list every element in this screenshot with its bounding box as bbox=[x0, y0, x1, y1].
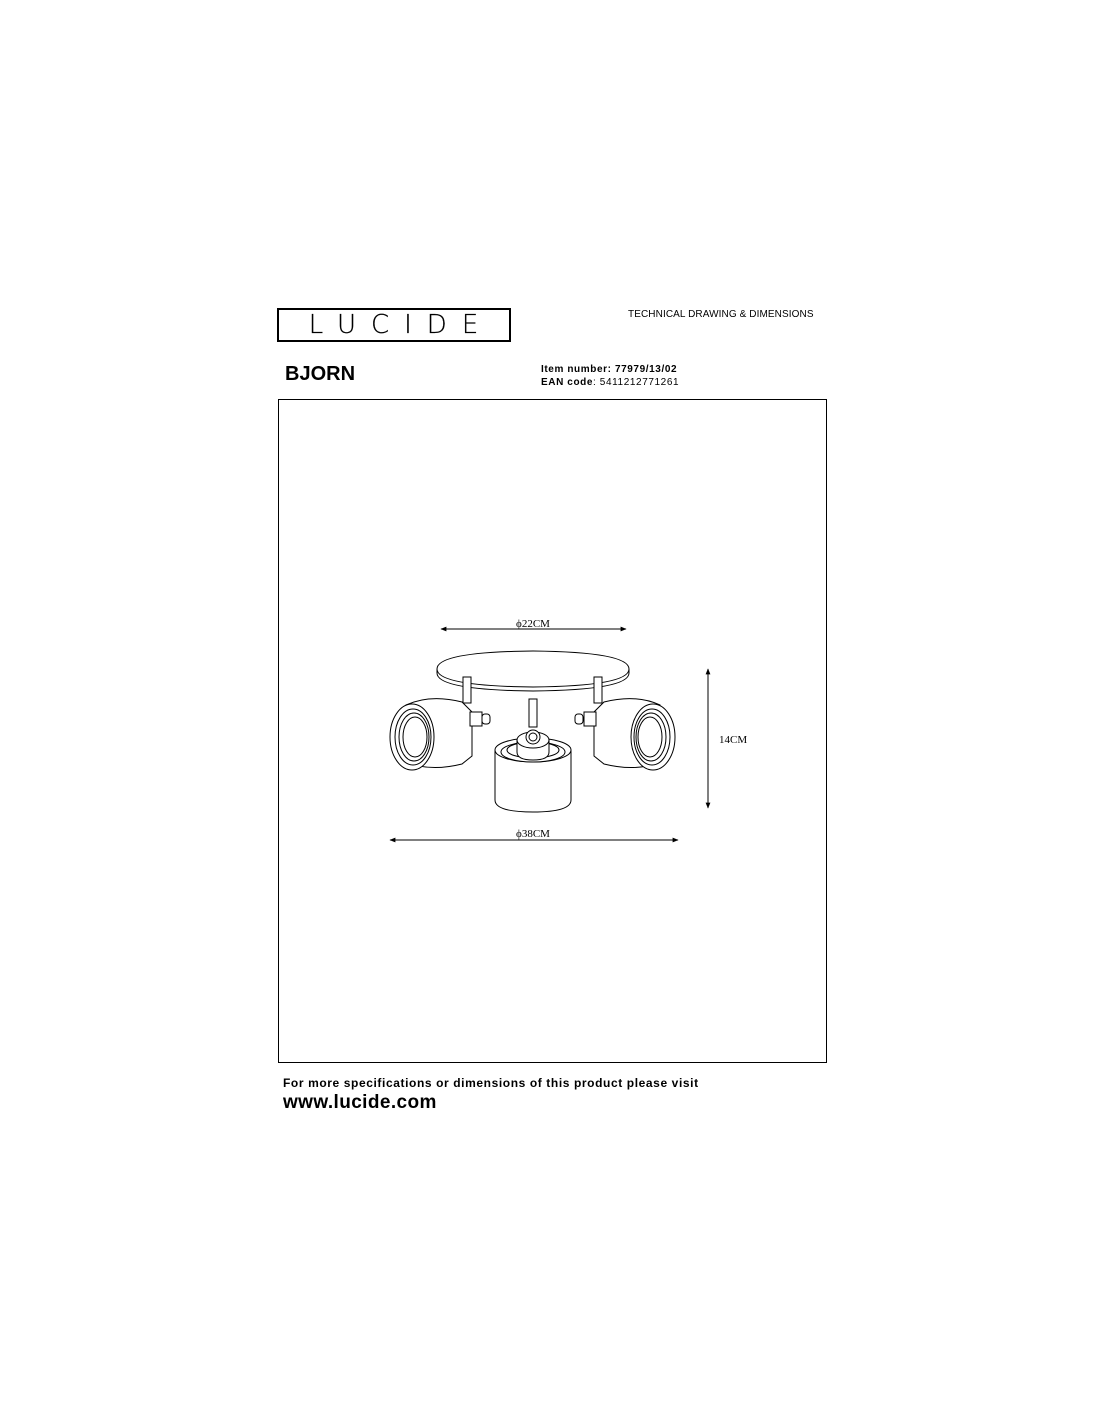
left-spot bbox=[390, 699, 490, 770]
center-spot bbox=[495, 730, 571, 812]
ean-label: EAN code bbox=[541, 377, 594, 388]
right-spot bbox=[575, 699, 675, 770]
item-number-value: 77979/13/02 bbox=[614, 364, 678, 375]
brand-logo-text: LUCIDE bbox=[308, 310, 494, 340]
dimension-overall-diameter bbox=[390, 828, 678, 840]
footer-website-link[interactable]: www.lucide.com bbox=[283, 1092, 437, 1113]
footer-note: For more specifications or dimensions of this product please visit bbox=[283, 1076, 699, 1090]
dimension-height-label: 14CM bbox=[719, 734, 748, 746]
dimension-overall-diameter-label: ϕ38CM bbox=[516, 828, 550, 840]
item-number-label: Item number: bbox=[541, 364, 612, 375]
ean-value: : 5411212771261 bbox=[593, 377, 680, 388]
dimension-height bbox=[708, 669, 747, 808]
dimension-top-diameter-label: ϕ22CM bbox=[516, 618, 550, 630]
document-title: TECHNICAL DRAWING & DIMENSIONS bbox=[628, 309, 814, 320]
dimension-top-diameter bbox=[441, 618, 626, 630]
product-name: BJORN bbox=[285, 363, 356, 385]
